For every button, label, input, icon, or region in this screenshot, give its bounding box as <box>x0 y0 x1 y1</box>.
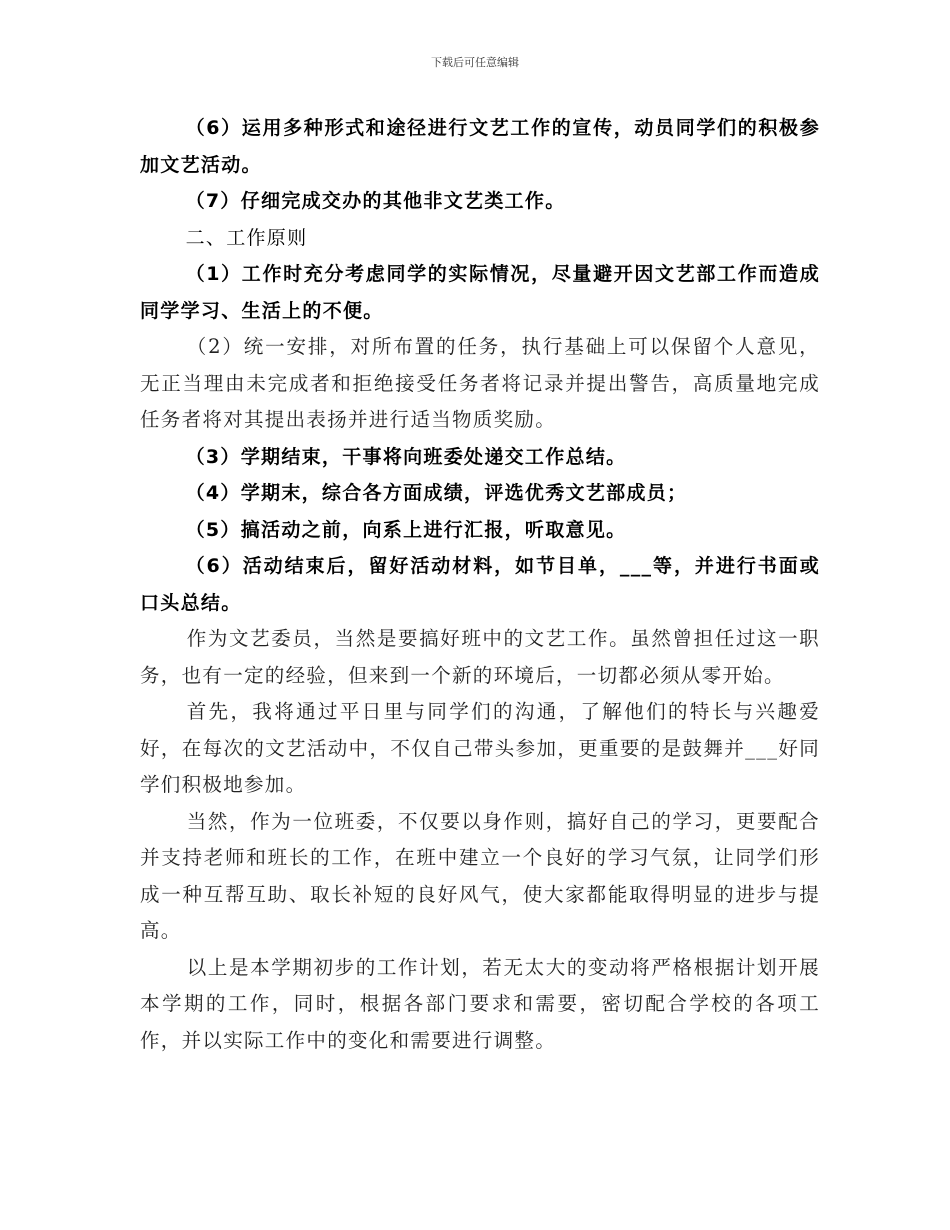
paragraph-duty-7: （7）仔细完成交办的其他非文艺类工作。 <box>185 190 566 212</box>
paragraph-principle-2: （2）统一安排，对所布置的任务，执行基础上可以保留个人意见，无正当理由未完成者和拒绝接受任务者将记录并提出警告，高质量地完成任务者将对其提出表扬并进行适当物质奖励。 <box>140 335 820 431</box>
section-heading-work-principles: 二、工作原则 <box>185 226 308 249</box>
paragraph-role-intro: 作为文艺委员，当然是要搞好班中的文艺工作。虽然曾担任过这一职务，也有一定的经验，但来到一个新的环境后，一切都必须从零开始。 <box>140 627 820 687</box>
paragraph-conclusion: 以上是本学期初步的工作计划，若无太大的变动将严格根据计划开展本学期的工作，同时，根据各部门要求和需要，密切配合学校的各项工作，并以实际工作中的变化和需要进行调整。 <box>140 955 820 1052</box>
page-header-note: 下载后可任意编辑 <box>431 56 519 69</box>
paragraph-duty-6: （6）运用多种形式和途径进行文艺工作的宣传，动员同学们的积极参加文艺活动。 <box>140 117 820 176</box>
paragraph-principle-3: （3）学期结束，干事将向班委处递交工作总结。 <box>185 445 627 468</box>
paragraph-principle-6: （6）活动结束后，留好活动材料，如节目单，___等，并进行书面或口头总结。 <box>140 555 820 614</box>
paragraph-principle-5: （5）搞活动之前，向系上进行汇报，听取意见。 <box>185 518 627 541</box>
paragraph-principle-4: （4）学期末，综合各方面成绩，评选优秀文艺部成员； <box>185 482 688 504</box>
paragraph-class-committee: 当然，作为一位班委，不仅要以身作则，搞好自己的学习，更要配合并支持老师和班长的工作，在班中建立一个良好的学习气氛，让同学们形成一种互帮互助、取长补短的良好风气，使大家都能取得明显的进步与提高。 <box>140 809 820 942</box>
paragraph-first-step: 首先，我将通过平日里与同学们的沟通，了解他们的特长与兴趣爱好，在每次的文艺活动中，不仅自己带头参加，更重要的是鼓舞并___好同学们积极地参加。 <box>140 700 820 796</box>
document-body <box>140 110 820 1059</box>
paragraph-principle-1: （1）工作时充分考虑同学的实际情况，尽量避开因文艺部工作而造成同学学习、生活上的不便。 <box>140 263 820 322</box>
